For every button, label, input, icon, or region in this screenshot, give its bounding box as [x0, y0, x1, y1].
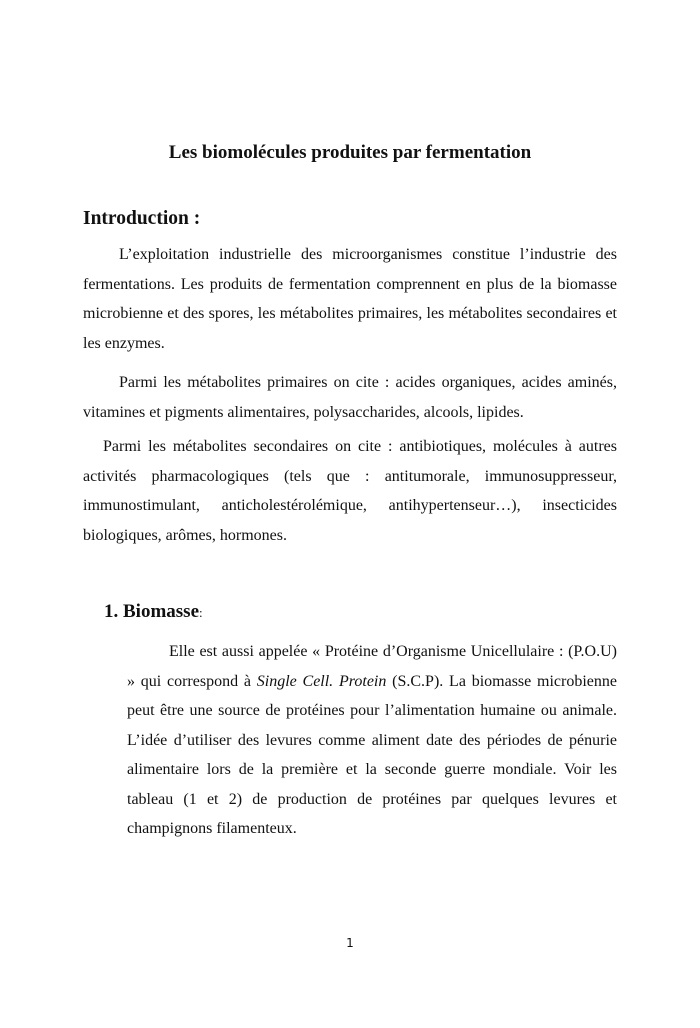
biomasse-text-italic: Single Cell. Protein: [256, 672, 387, 690]
page-title: Les biomolécules produites par fermentation: [168, 142, 532, 163]
biomasse-paragraph: [127, 637, 617, 844]
section-1-number: 1.: [104, 601, 119, 622]
biomasse-text-end: (S.C.P). La biomasse microbienne peut être une source de protéines pour l’alimentation humaine ou animale. L’idée d’utiliser des levures comme aliment date des périodes de pénurie alimentaire lors de la première et la seconde guerre mondiale. Voir les tableau (1 et 2) de production de protéines par quelques levures et champignons filamenteux.: [127, 672, 618, 837]
introduction-paragraph-3: Parmi les métabolites secondaires on cite : antibiotiques, molécules à autres activités pharmacologiques (tels que : antitumorale, immunosuppresseur, immunostimulant, anticholestérolémique, antihypertenseur…), insecticides biologiques, arômes, hormones.: [83, 438, 617, 544]
section-1-heading: [104, 600, 203, 625]
section-1-title: Biomasse: [123, 601, 199, 622]
introduction-paragraph-1: L’exploitation industrielle des microorganismes constitue l’industrie des fermentations. Les produits de fermentation comprennent en plus de la biomasse microbienne et des spores, les métabolites primaires, les métabolites secondaires et les enzymes.: [83, 246, 617, 352]
introduction-heading: Introduction :: [83, 208, 201, 229]
biomasse-text-start: Elle est aussi appelée « Protéine d’Organisme Unicellulaire : (P.O.U) » qui correspond à: [127, 643, 617, 690]
page-number: 1: [346, 936, 354, 950]
introduction-paragraph-2: Parmi les métabolites primaires on cite : acides organiques, acides aminés, vitamines et pigments alimentaires, polysaccharides, alcools, lipides.: [83, 374, 617, 421]
section-1-colon: :: [199, 605, 203, 620]
